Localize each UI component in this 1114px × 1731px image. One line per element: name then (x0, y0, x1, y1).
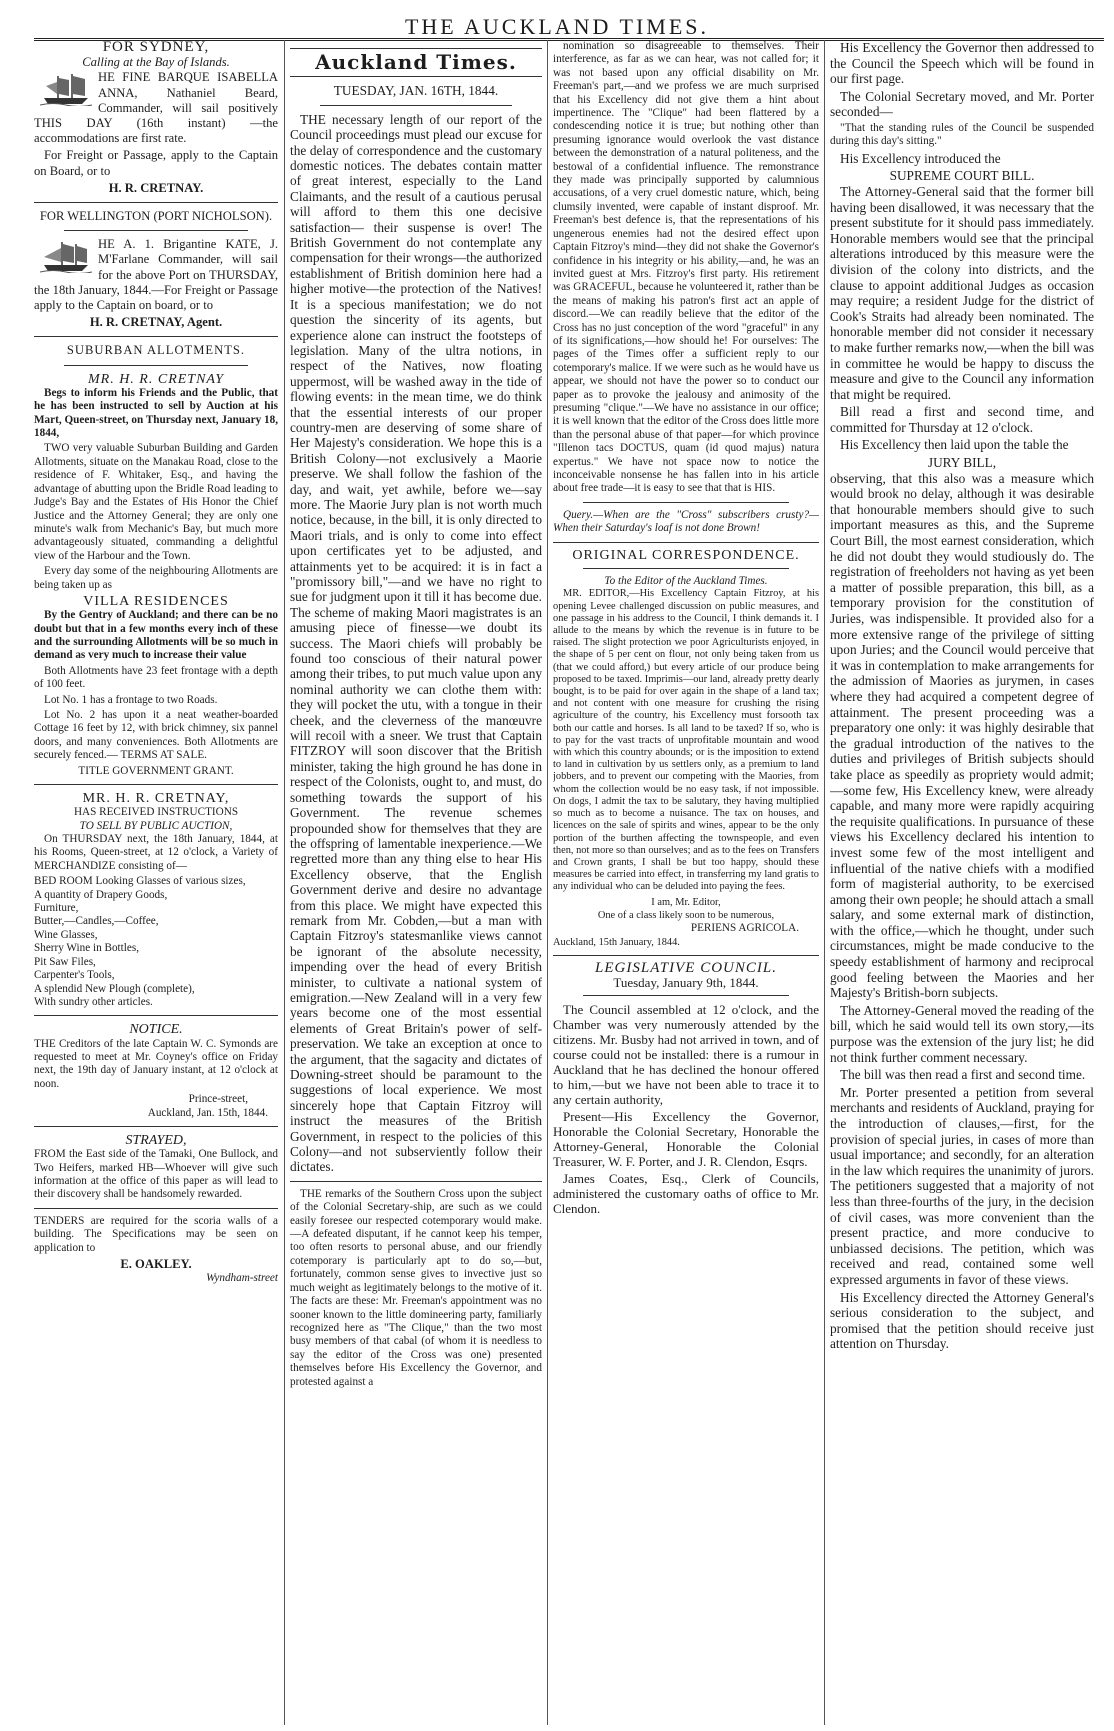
council-paragraph: Present—His Excellency the Governor, Honorable the Colonial Secretary, Honorable the Attorney-General, Honorable the Colonial Treasurer, W. F. Porter, and J. R. Clendon, Esqrs. (553, 1108, 819, 1169)
divider (553, 542, 819, 543)
council-report-column (830, 40, 1094, 1725)
council-paragraph: His Excellency introduced the (840, 150, 1001, 166)
council-paragraph: His Excellency then laid upon the table the (840, 437, 1069, 453)
suburban-heading: SUBURBAN ALLOTMENTS. (66, 343, 246, 358)
editorial-paragraph: THE necessary length of our report of the Council proceedings must plead our excuse for the delay of correspondence and the customary domestic notices. The debates contain matter of great interest, especially to the Land Claimants, and the result of a cautious perusal will afford to them this one decisive satisfaction— their suspense is over! The British Government do not contemplate any compensation for their wrongs—the authorized establishment of British dominion here had a higher motive—the protection of the Natives! It is a specious manifestation; we do not question the sincerity of its agents, but experience alone can instruct the footsteps of legislation. Many of the ultra notions, in respect of the Natives, now floating uppermost, will be washed away in the tide of flowing events: in the mean time, we do think that the essential interests of our proper country-men are deserving of some share of Her Majesty's consideration. We hope this is a British Colony—not exclusively a Maorie preserve. We shall follow the fashion of the day, and wait, yet awhile, before we—say more. The Maorie Jury plan is not worth much notice, because, in the bill, it is only directed to Maori trials, and is only to come into effect upon certificates yet to be adjusted, and attainments yet to be acquired: it is in fact a "promissory bill,"—and we have no right to sue for judgment upon it till it has become due. The scheme of making Maori magistrates is an amusing piece of finesse—we doubt its success. The Maori chiefs will probably be found too conscious of their natural power among their tribes, to put much value upon any nominal authority we can clothe them with: they will pocket the utu, with a tongue in their cheek, and the cleverness of the manœuvre will recoil with a sneer. We trust that Captain FITZROY will soon discover that the British minister, taking the high ground he has done in respect of the Colonists, ought to, and must, do something towards the support of his Government. The revenue schemes propounded show for themselves that they are the offspring of lamentable inexperience.—We regretted more than any thing else to hear His Excellency observe, that the English Government derive and desire no advantage from this place. We might have expected this remark from Mr. Cobden,—but a man with Captain Fitzroy's statesmanlike views cannot be ignorant of the absolute necessity, impending over the head of every British minister, to cultivate a national system of emigration.—New Zealand will in a very few years become one of the most essential elements of Great Britain's power of self-preservation. We take an exception at once to the argument, that the sagacity and dictates of Downing-street should be paramount to the suggestions of local experience. We most sincerely hope that Captain Fitzroy will instruct the measures of the British Government, in respect to the policies of this Colony—and not subserviently follow their dictates. (290, 111, 542, 1175)
merchandize-auctioneer: MR. H. R. CRETNAY, (82, 791, 230, 807)
suburban-text: Lot No. 1 has a frontage to two Roads. (44, 693, 218, 706)
sydney-ad-heading: FOR SYDNEY, (102, 40, 210, 55)
divider (290, 1181, 542, 1182)
divider (290, 48, 542, 49)
divider (34, 784, 278, 785)
wellington-ad (34, 237, 278, 313)
letter-signature: PERIENS AGRICOLA. (690, 922, 799, 935)
council-paragraph: The Council assembled at 12 o'clock, and the Chamber was very numerously attended by the citizens. Mr. Busby had not arrived in town, and of course could not be installed: there is a rumour in Auckland that he has declined the honour offered to him,—but we have not been able to trace it to any certain authority, (553, 1001, 819, 1107)
council-paragraph: Bill read a first and second time, and committed for Thursday at 12 o'clock. (830, 404, 1094, 435)
merchandize-subheading: HAS RECEIVED INSTRUCTIONS (73, 806, 239, 819)
query-text: Query.—When are the "Cross" subscribers crusty?—When their Saturday's loaf is not done Brown! (553, 508, 819, 535)
merchandize-text: On THURSDAY next, the 18th January, 1844, at his Rooms, Queen-street, at 12 o'clock, a Variety of MERCHANDIZE consisting of— (34, 833, 278, 872)
divider (34, 336, 278, 337)
jury-bill-heading: JURY BILL, (927, 455, 997, 471)
suburban-text: Every day some of the neighbouring Allotments are being taken up as (34, 565, 278, 591)
merchandize-item: BED ROOM Looking Glasses of various sizes, (34, 875, 246, 888)
editorial-continued: nomination so disagreeable to themselves. Their interference, as far as we can hear, was not called for; it was not based upon any official disability on Mr. Freeman's part,—and we profess we are much surprised that his Excellency did not give them a hint about impertinence. The "Clique" had been flattered by a condescending notice it is true; but nothing other than presuming ignorance would overlook the vast distance between the demonstration of a natural politeness, and the bestowal of a confidential influence. The remonstrance they made was principally supported by calumnious accusations, of a very cruel domestic nature, which, being clumsily invented, were capable of instant disproof. Mr. Freeman's best defence is, that the representations of his ungenerous enemies had not the desired effect upon Captain Fitzroy's mind—they did not shake the Governor's confidence in his integrity or his ability,—and, he was an invited guest at Mrs. Fitzroy's first party. His retirement was GRACEFUL, because he volunteered it, rather than be the means of making his patron's first act an apple of discord.—We can readily believe that the editor of the Cross has no just conception of the word "graceful" in any of its significations,—how should he! For ourselves: The pages of the Times offer a sufficient reply to our cotemporary's malice. If we were such as he would have us appear, we should not have the power so to conduct our paper as to provoke the jealousy and animosity of the presuming "clique."—We have no assistance in our office; it is well known that the editor of the Cross does little more than the personal abuse of that paper—for which province "Illenon tacs DOCTUS, quam (id quod majus) natura expertus." We have not space now to notice the inconceivable nonsense he has fallen into in his article about free trade—it is easy to see that that is HIS. (553, 40, 819, 495)
ship-icon (40, 72, 92, 106)
letter-date: Auckland, 15th January, 1844. (553, 936, 680, 948)
sydney-ad-subheading: Calling at the Bay of Islands. (82, 55, 230, 70)
merchandize-subheading: TO SELL BY PUBLIC AUCTION, (79, 819, 233, 832)
letter-body: MR. EDITOR,—His Excellency Captain Fitzroy, at his opening Levee challenged discussion on public measures, and one passage in his address to the Council, I think demands it. I allude to the means by which the revenue is in future to be raised. The slight protection we poor Agriculturists enjoyed, in the shape of 5 per cent on flour, not only being taken from us (that we could afford,) but every article of our produce being proposed to be taxed. Imprimis—our land, already pretty dearly bought, is to be paid for over again in the shape of a land tax; and not content with one measure for crushing the rising agriculture of the country, his Excellency must forsooth tax both our cattle and horses. Is all land to be taxed? If so, who is to pay for the vast tracts of unprofitable mountain and wood with which this country abounds; or is the imposition to extend to land in cultivation by us settlers only, as a premium to land jobbers, and to prevent our competing with the Maories, from whom the collection would be no easy task, if not impossible. On dogs, I admit the tax to be salutary, they having multiplied so much as to become a nuisance. The tax on houses, and licences on the sale of spirits and wines, appear to be the only portion of the burthen affecting the townspeople, and even then, not more so than ourselves; and as to the fees on Transfers and Crown grants, I shall be but too happy, should these measures be carried into effect, in transferring my land gratis to any individual who can be deluded into paying the fees. (553, 588, 819, 893)
tenders-place: Wyndham-street (206, 1272, 278, 1285)
sydney-ad (34, 70, 278, 146)
council-paragraph: His Excellency the Governor then addressed to the Council the Speech which will be found in our first page. (830, 40, 1094, 87)
divider (34, 1208, 278, 1209)
tenders-text: TENDERS are required for the scoria walls of a building. The Specifications may be seen on application to (34, 1214, 278, 1254)
wellington-ad-text: HE A. 1. Brigantine KATE, J. M'Farlane Commander, will sail for the above Port on THURSDAY, the 18th January, 1844.—For Freight or Passage apply to the Captain on board, or to (34, 237, 278, 313)
merchandize-item: Wine Glasses, (34, 928, 98, 941)
column-divider (824, 40, 825, 1725)
divider (64, 230, 248, 231)
council-paragraph: Mr. Porter presented a petition from several merchants and residents of Auckland, praying for the introduction of clauses,—first, for the provision of special juries, in cases of more than usual importance; and secondly, for an alteration in the law which requires the unanimity of jurors. The petitioners suggested that a majority of not less than three-fourths of the jury, in the decision of civil cases, was more convenient than the present practice, and more conducive to unbiassed decisions. The petition, which was received and read, contained some well expressed arguments in favor of these views. (830, 1084, 1094, 1287)
merchandize-item: Carpenter's Tools, (34, 969, 115, 982)
letter-addressee: To the Editor of the Auckland Times. (604, 575, 768, 588)
legislative-council-heading: LEGISLATIVE COUNCIL. (595, 960, 777, 977)
sydney-signature: H. R. CRETNAY. (108, 180, 204, 195)
editorial-paragraph: THE remarks of the Southern Cross upon the subject of the Colonial Secretary-ship, are such as we could easily foresee our respected cotemporary would make.—A defeated disputant, if he cannot keep his temper, too often resorts to personal abuse, and our friendly cotemporary is particularly apt to do so,—but, fortunately, common sense gives to invective just so much weight as legitimately belongs to the motive of it. The facts are these: Mr. Freeman's appointment was no sooner known to the little domineering party, familiarly recognized here as "The Clique," than the two most busy members of that cabal (of whom it is needless to say the editor of the Cross was one) presented themselves before His Excellency the Governor, and protested against a (290, 1187, 542, 1388)
merchandize-item: With sundry other articles. (34, 995, 153, 1008)
correspondence-column (553, 40, 819, 1725)
sydney-ad-text: HE FINE BARQUE ISABELLA ANNA, Nathaniel Beard, Commander, will sail positively THIS DAY (16th instant) —the accommodations are first rate. (34, 70, 278, 146)
divider (290, 76, 542, 77)
paper-title: Auckland Times. (315, 50, 517, 74)
notice-text: THE Creditors of the late Captain W. C. Symonds are requested to meet at Mr. Coyney's office on Friday next, the 19th day of January instant, at 12 o'clock at noon. (34, 1037, 278, 1090)
council-quote: "That the standing rules of the Council be suspended during this day's sitting." (830, 121, 1094, 148)
editorial-date: TUESDAY, JAN. 16TH, 1844. (333, 83, 499, 99)
villa-residences-heading: VILLA RESIDENCES (83, 593, 229, 609)
merchandize-item: Sherry Wine in Bottles, (34, 942, 139, 955)
sydney-freight-text: For Freight or Passage, apply to the Captain on Board, or to (34, 148, 278, 178)
merchandize-item: A quantity of Drapery Goods, (34, 888, 168, 901)
suburban-text: TWO very valuable Suburban Building and Garden Allotments, situate on the Manakau Road, close to the residence of F. Whitaker, Esq., and having the advantage of abutting upon the Bridle Road leading to Judge's Bay and the Estates of His Honor the Chief Justice and the Attorney General; they are only one minute's walk from Mechanic's Bay, but much more advantageously situated, commanding a delightful view of the Harbour and the Town. (34, 442, 278, 562)
divider (583, 995, 789, 996)
wellington-signature: H. R. CRETNAY, Agent. (89, 315, 223, 330)
column-divider (547, 40, 548, 1725)
council-paragraph: James Coates, Esq., Clerk of Councils, administered the customary oaths of office to Mr. Clendon. (553, 1170, 819, 1216)
divider (553, 955, 819, 956)
newspaper-header-title: THE AUCKLAND TIMES. (404, 14, 710, 39)
council-paragraph: The bill was then read a first and second time. (840, 1067, 1086, 1083)
suburban-text: By the Gentry of Auckland; and there can be no doubt but that in a few months every inch of these and the surrounding Allotments will be so much in demand as very much to increase their value (34, 609, 278, 662)
suburban-auctioneer: MR. H. R. CRETNAY (87, 371, 224, 387)
notice-place: Prince-street, (188, 1093, 248, 1106)
ship-icon (40, 239, 92, 273)
merchandize-item: Butter,—Candles,—Coffee, (34, 915, 159, 928)
council-paragraph: The Colonial Secretary moved, and Mr. Porter seconded— (830, 88, 1094, 120)
merchandize-list (34, 875, 278, 1009)
title-grant: TITLE GOVERNMENT GRANT. (78, 764, 234, 777)
wellington-ad-heading: FOR WELLINGTON (PORT NICHOLSON). (39, 209, 273, 224)
divider (34, 1015, 278, 1016)
divider (34, 1126, 278, 1127)
notice-heading: NOTICE. (129, 1022, 183, 1038)
divider (34, 202, 278, 203)
divider (320, 105, 512, 106)
suburban-text: Both Allotments have 23 feet frontage with a depth of 100 feet. (34, 664, 278, 691)
divider (583, 568, 789, 569)
editorial-column (290, 40, 542, 1725)
council-paragraph: His Excellency directed the Attorney General's serious consideration to the subject, and promised that the petition should receive just attention on Thursday. (830, 1289, 1094, 1352)
masthead (0, 0, 1114, 40)
letter-closing: One of a class likely soon to be numerous, (597, 909, 775, 921)
merchandize-item: Furniture, (34, 902, 79, 915)
council-paragraph: observing, that this also was a measure which would brook no delay, although it was desirable that honourable members should give to such important measures as this, and the Supreme Court Bill, the most earnest consideration, which he did not doubt they would studiously do. The registration of freeholders not having as yet been a matter of possible preparation, this bill, as a temporary provision for the constitution of Juries, was indispensible. It provided also for a more extensive range of the privilege of sitting upon Juries; and the Council would perceive that it was in contemplation to make arrangements for the admission of Maories as jurymen, in cases where they had acquired a competent degree of attainment. The present proceeding was a preparatory one only: it was highly desirable that the gradual introduction of the natives to the duties and privileges of British subjects should take place as speedily as propriety would admit;—some few, His Excellency knew, were already capable, and many more were rapidly acquiring the requisite qualifications. In pursuance of these views his Excellency declared his intention to invest some few of the most intelligent and influential of the native chiefs with a modified form of magisterial authority, to be exercised among their own people; he should attach a small salary, and some external mark of distinction, with the office,—which he thought, under such circumstances, might be made conducive to the speedy establishment of harmony and reciprocal good feeling between the Maories and her Majesty's British-born subjects. (830, 470, 1094, 1001)
advertisements-column (34, 40, 278, 1725)
original-correspondence-heading: ORIGINAL CORRESPONDENCE. (572, 547, 800, 563)
divider (583, 502, 789, 503)
legislative-council-date: Tuesday, January 9th, 1844. (613, 974, 759, 990)
council-paragraph: The Attorney-General moved the reading of the bill, which he said would tell its own story,—its purpose was the extension of the jury list; he did not think further comment necessary. (830, 1002, 1094, 1065)
merchandize-item: A splendid New Plough (complete), (34, 982, 195, 995)
strayed-heading: STRAYED, (125, 1132, 187, 1148)
suburban-text: Lot No. 2 has upon it a neat weather-boarded Cottage 16 feet by 12, with brick chimney, six pannel doors, and many conveniences. Both Allotments are securely fenced.— TERMS AT SALE. (34, 709, 278, 762)
column-divider (284, 40, 285, 1725)
suburban-text: Begs to inform his Friends and the Public, that he has been instructed to sell by Auction at his Mart, Queen-street, on Thursday next, January 18, 1844, (34, 386, 278, 440)
notice-date: Auckland, Jan. 15th, 1844. (147, 1106, 268, 1119)
divider (64, 365, 248, 366)
letter-closing: I am, Mr. Editor, (651, 896, 721, 908)
tenders-signature: E. OAKLEY. (120, 1257, 192, 1272)
supreme-court-bill-heading: SUPREME COURT BILL. (889, 168, 1035, 184)
council-paragraph: The Attorney-General said that the former bill having been disallowed, it was necessary that the present substitute for it should pass immediately. Honorable members would see that the principal alterations introduced by this measure were the division of the colony into districts, and the clause to appoint additional Judges as occasion may require; a resident Judge for the district of Cook's Straits had already been nominated. The honorable member did not consider it necessary to make further remarks now,—when the bill was in committee he would be happy to discuss the measure and give to the Council any information that might be required. (830, 183, 1094, 402)
merchandize-item: Pit Saw Files, (34, 955, 96, 968)
strayed-text: FROM the East side of the Tamaki, One Bullock, and Two Heifers, marked HB—Whoever will give such information at the office of this paper as will lead to their discovery shall be handsomely rewarded. (34, 1148, 278, 1201)
